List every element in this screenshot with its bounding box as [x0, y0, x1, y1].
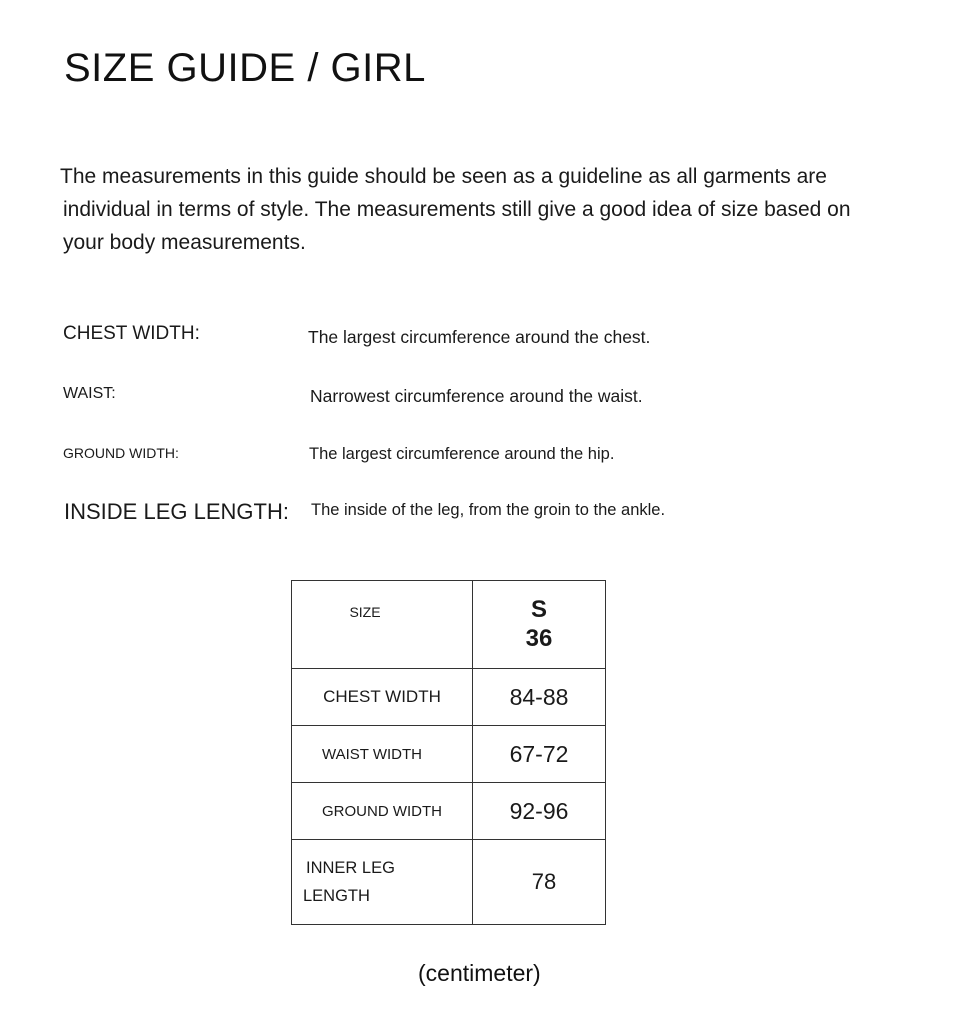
definition-text-ground: The largest circumference around the hip.: [309, 445, 615, 463]
table-row: [292, 726, 606, 783]
definition-text-inside-leg: The inside of the leg, from the groin to the ankle.: [311, 501, 666, 519]
size-number: 36: [525, 624, 553, 652]
row-label-waist: WAIST WIDTH: [292, 726, 473, 783]
intro-line: your body measurements.: [63, 231, 306, 254]
row-value-ground: 92-96: [473, 783, 606, 840]
row-value-chest: 84-88: [473, 669, 606, 726]
definition-label-waist: WAIST:: [63, 385, 116, 402]
intro-line: individual in terms of style. The measurements still give a good idea of size based on: [63, 198, 851, 221]
definition-label-inside-leg: INSIDE LEG LENGTH:: [64, 499, 289, 524]
row-label-chest: CHEST WIDTH: [292, 669, 473, 726]
intro-line: The measurements in this guide should be seen as a guideline as all garments are: [60, 165, 827, 188]
table-row: [292, 783, 606, 840]
row-value-waist: 67-72: [473, 726, 606, 783]
row-value-inner-leg: 78: [473, 840, 606, 925]
size-header-label: SIZE: [349, 603, 381, 620]
size-table: [291, 580, 606, 925]
table-row: [292, 669, 606, 726]
definition-label-ground: GROUND WIDTH:: [63, 445, 179, 461]
row-label-line: LENGTH: [303, 887, 370, 905]
table-header-size-cell: [473, 581, 606, 669]
size-letter: S: [530, 595, 547, 623]
row-label-ground: GROUND WIDTH: [292, 783, 473, 840]
definition-text-chest: The largest circumference around the chest.: [308, 327, 651, 347]
row-label-line: INNER LEG: [306, 859, 395, 877]
table-row: [292, 840, 606, 925]
row-label-inner-leg: [292, 840, 473, 925]
definition-text-waist: Narrowest circumference around the waist.: [310, 386, 643, 406]
page-title: SIZE GUIDE / GIRL: [64, 46, 426, 90]
table-header-cell: [292, 581, 473, 669]
definition-label-chest: CHEST WIDTH:: [63, 323, 200, 344]
table-header-row: [292, 581, 606, 669]
intro-paragraph: [60, 160, 860, 259]
unit-note: (centimeter): [418, 960, 541, 986]
